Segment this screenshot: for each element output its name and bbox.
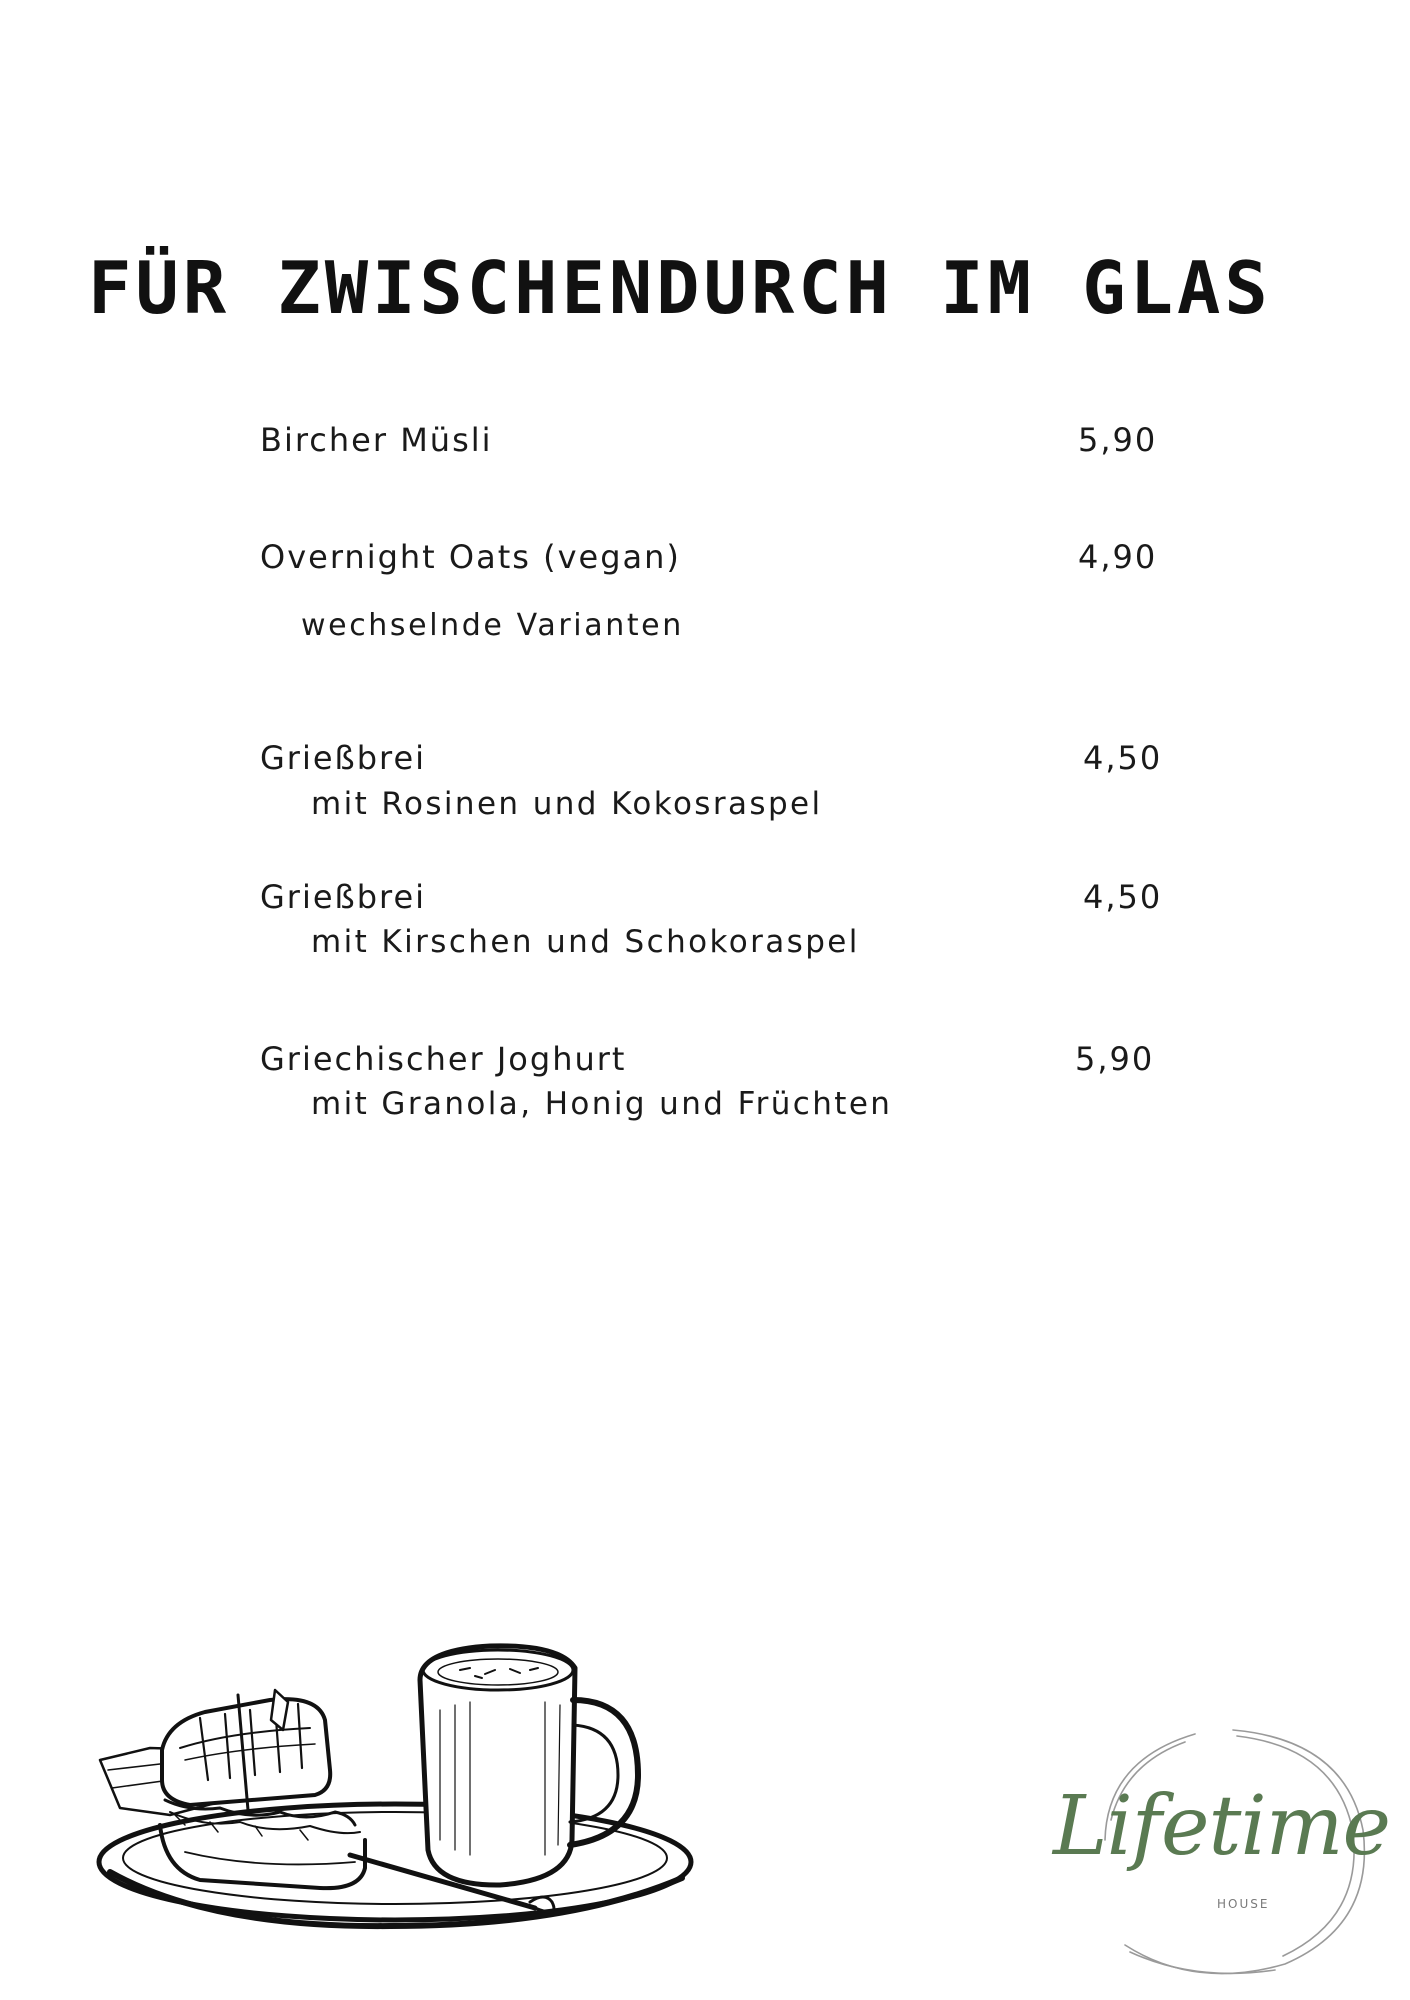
item-name: Bircher Müsli bbox=[260, 421, 493, 459]
item-description: mit Granola, Honig und Früchten bbox=[311, 1086, 893, 1122]
item-description: wechselnde Varianten bbox=[301, 608, 684, 643]
lifetime-house-logo bbox=[1045, 1720, 1391, 1980]
logo-subtitle: HOUSE bbox=[1217, 1897, 1270, 1911]
sandwich-and-coffee-icon bbox=[90, 1640, 720, 1940]
item-price: 4,50 bbox=[1083, 878, 1163, 916]
item-price: 5,90 bbox=[1078, 421, 1158, 459]
logo-brand: Lifetime bbox=[1053, 1779, 1391, 1874]
item-price: 4,50 bbox=[1083, 739, 1163, 777]
item-name: Overnight Oats (vegan) bbox=[260, 538, 681, 576]
item-description: mit Kirschen und Schokoraspel bbox=[311, 924, 860, 960]
item-name: Griechischer Joghurt bbox=[260, 1040, 627, 1078]
item-name: Grießbrei bbox=[260, 739, 427, 777]
item-name: Grießbrei bbox=[260, 878, 427, 916]
item-price: 5,90 bbox=[1075, 1040, 1155, 1078]
item-price: 4,90 bbox=[1078, 538, 1158, 576]
page-title: FÜR ZWISCHENDURCH IM GLAS bbox=[88, 246, 1272, 330]
item-description: mit Rosinen und Kokosraspel bbox=[311, 786, 823, 822]
